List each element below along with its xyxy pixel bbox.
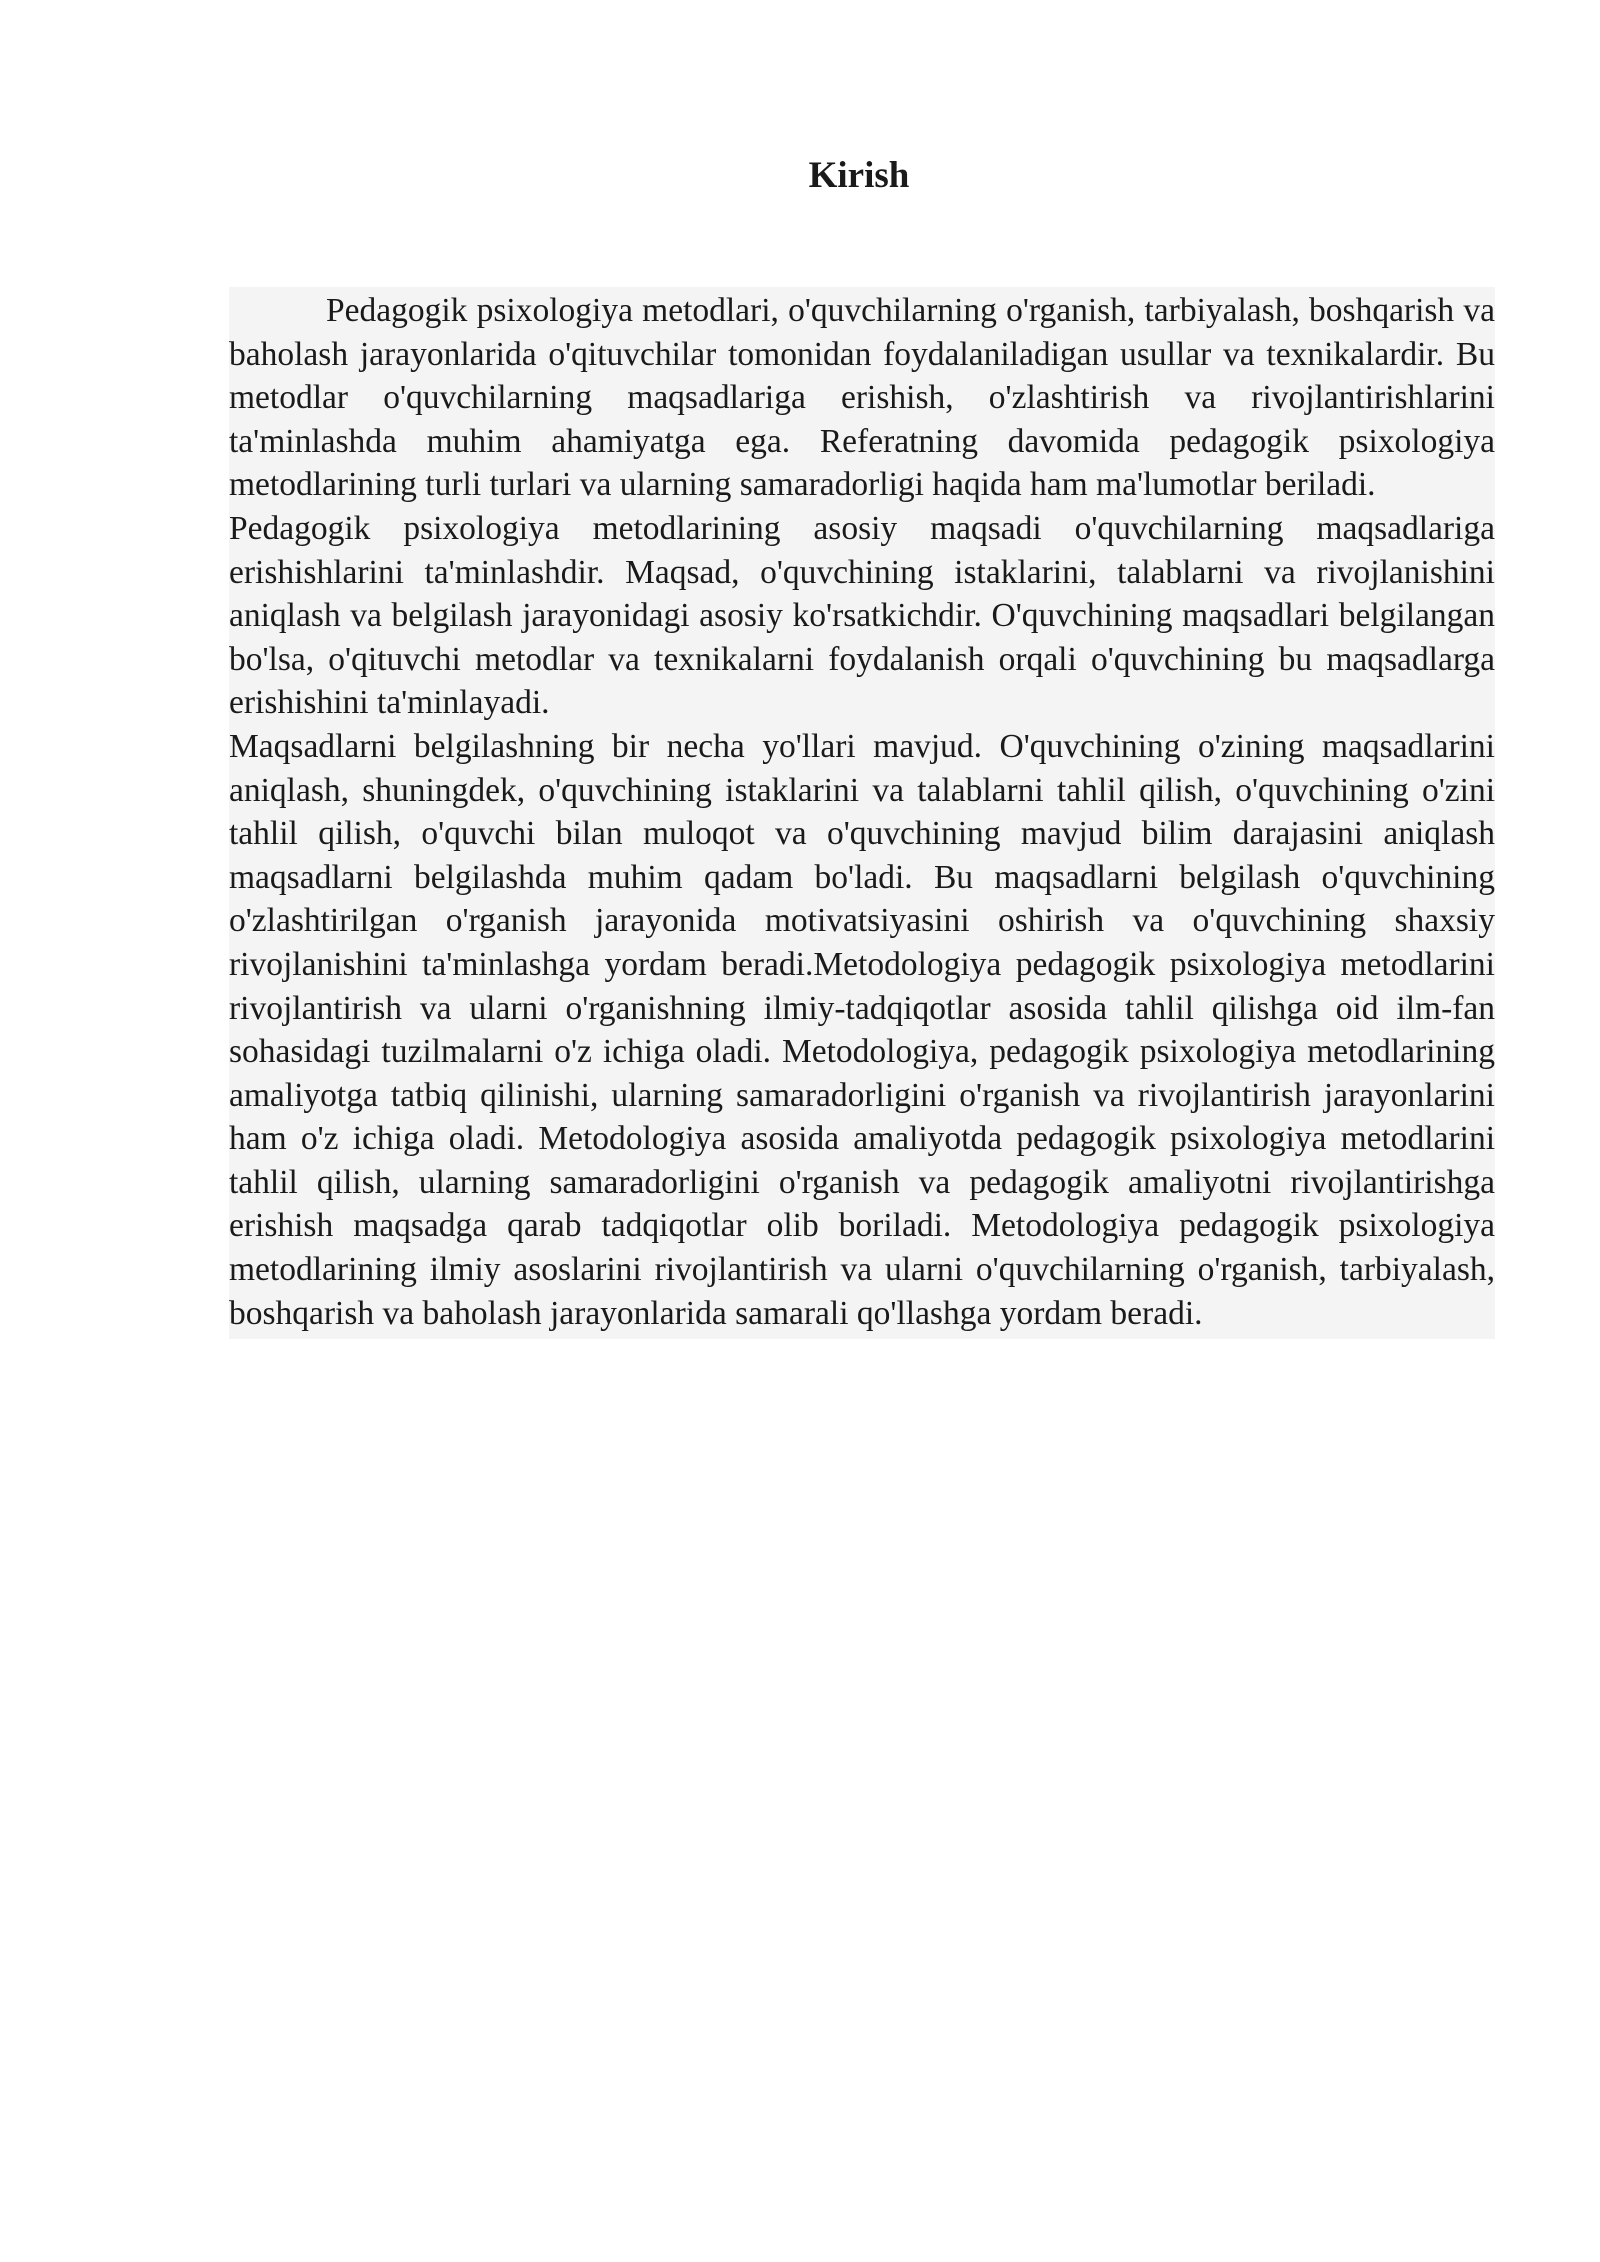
document-body [229,287,1495,1339]
paragraph-intro: Pedagogik psixologiya metodlari, o'quvchilarning o'rganish, tarbiyalash, boshqarish va baholash jarayonlarida o'qituvchilar tomonidan foydalaniladigan usullar va texnikalardir. Bu metodlar o'quvchilarning maqsadlariga erishish, o'zlashtirish va rivojlantirishlarini ta'minlashda muhim ahamiyatga ega. Referatning davomida pedagogik psixologiya metodlarining turli turlari va ularning samaradorligi haqida ham ma'lumotlar beriladi. [229,292,1495,504]
paragraph-goals: Pedagogik psixologiya metodlarining asosiy maqsadi o'quvchilarning maqsadlariga erishishlarini ta'minlashdir. Maqsad, o'quvchining istaklarini, talablarni va rivojlanishini aniqlash va belgilash jarayonidagi asosiy ko'rsatkichdir. O'quvchining maqsadlari belgilangan bo'lsa, o'qituvchi metodlar va texnikalarni foydalanish orqali o'quvchining bu maqsadlarga erishishini ta'minlayadi. [229,509,1495,722]
paragraph-methodology: Maqsadlarni belgilashning bir necha yo'llari mavjud. O'quvchining o'zining maqsadlarini aniqlash, shuningdek, o'quvchining istaklarini va talablarni tahlil qilish, o'quvchining o'zini tahlil qilish, o'quvchi bilan muloqot va o'quvchining mavjud bilim darajasini aniqlash maqsadlarni belgilashda muhim qadam bo'ladi. Bu maqsadlarni belgilash o'quvchining o'zlashtirilgan o'rganish jarayonida motivatsiyasini oshirish va o'quvchining shaxsiy rivojlanishini ta'minlashga yordam beradi.Metodologiya pedagogik psixologiya metodlarini rivojlantirish va ularni o'rganishning ilmiy-tadqiqotlar asosida tahlil qilishga oid ilm-fan sohasidagi tuzilmalarni o'z ichiga oladi. Metodologiya, pedagogik psixologiya metodlarining amaliyotga tatbiq qilinishi, ularning samaradorligini o'rganish va rivojlantirish jarayonlarini ham o'z ichiga oladi. Metodologiya asosida amaliyotda pedagogik psixologiya metodlarini tahlil qilish, ularning samaradorligini o'rganish va pedagogik amaliyotni rivojlantirishga erishish maqsadga qarab tadqiqotlar olib boriladi. Metodologiya pedagogik psixologiya metodlarining ilmiy asoslarini rivojlantirish va ularni o'quvchilarning o'rganish, tarbiyalash, boshqarish va baholash jarayonlarida samarali qo'llashga yordam beradi. [229,727,1495,1332]
page-title: Kirish [808,155,910,196]
